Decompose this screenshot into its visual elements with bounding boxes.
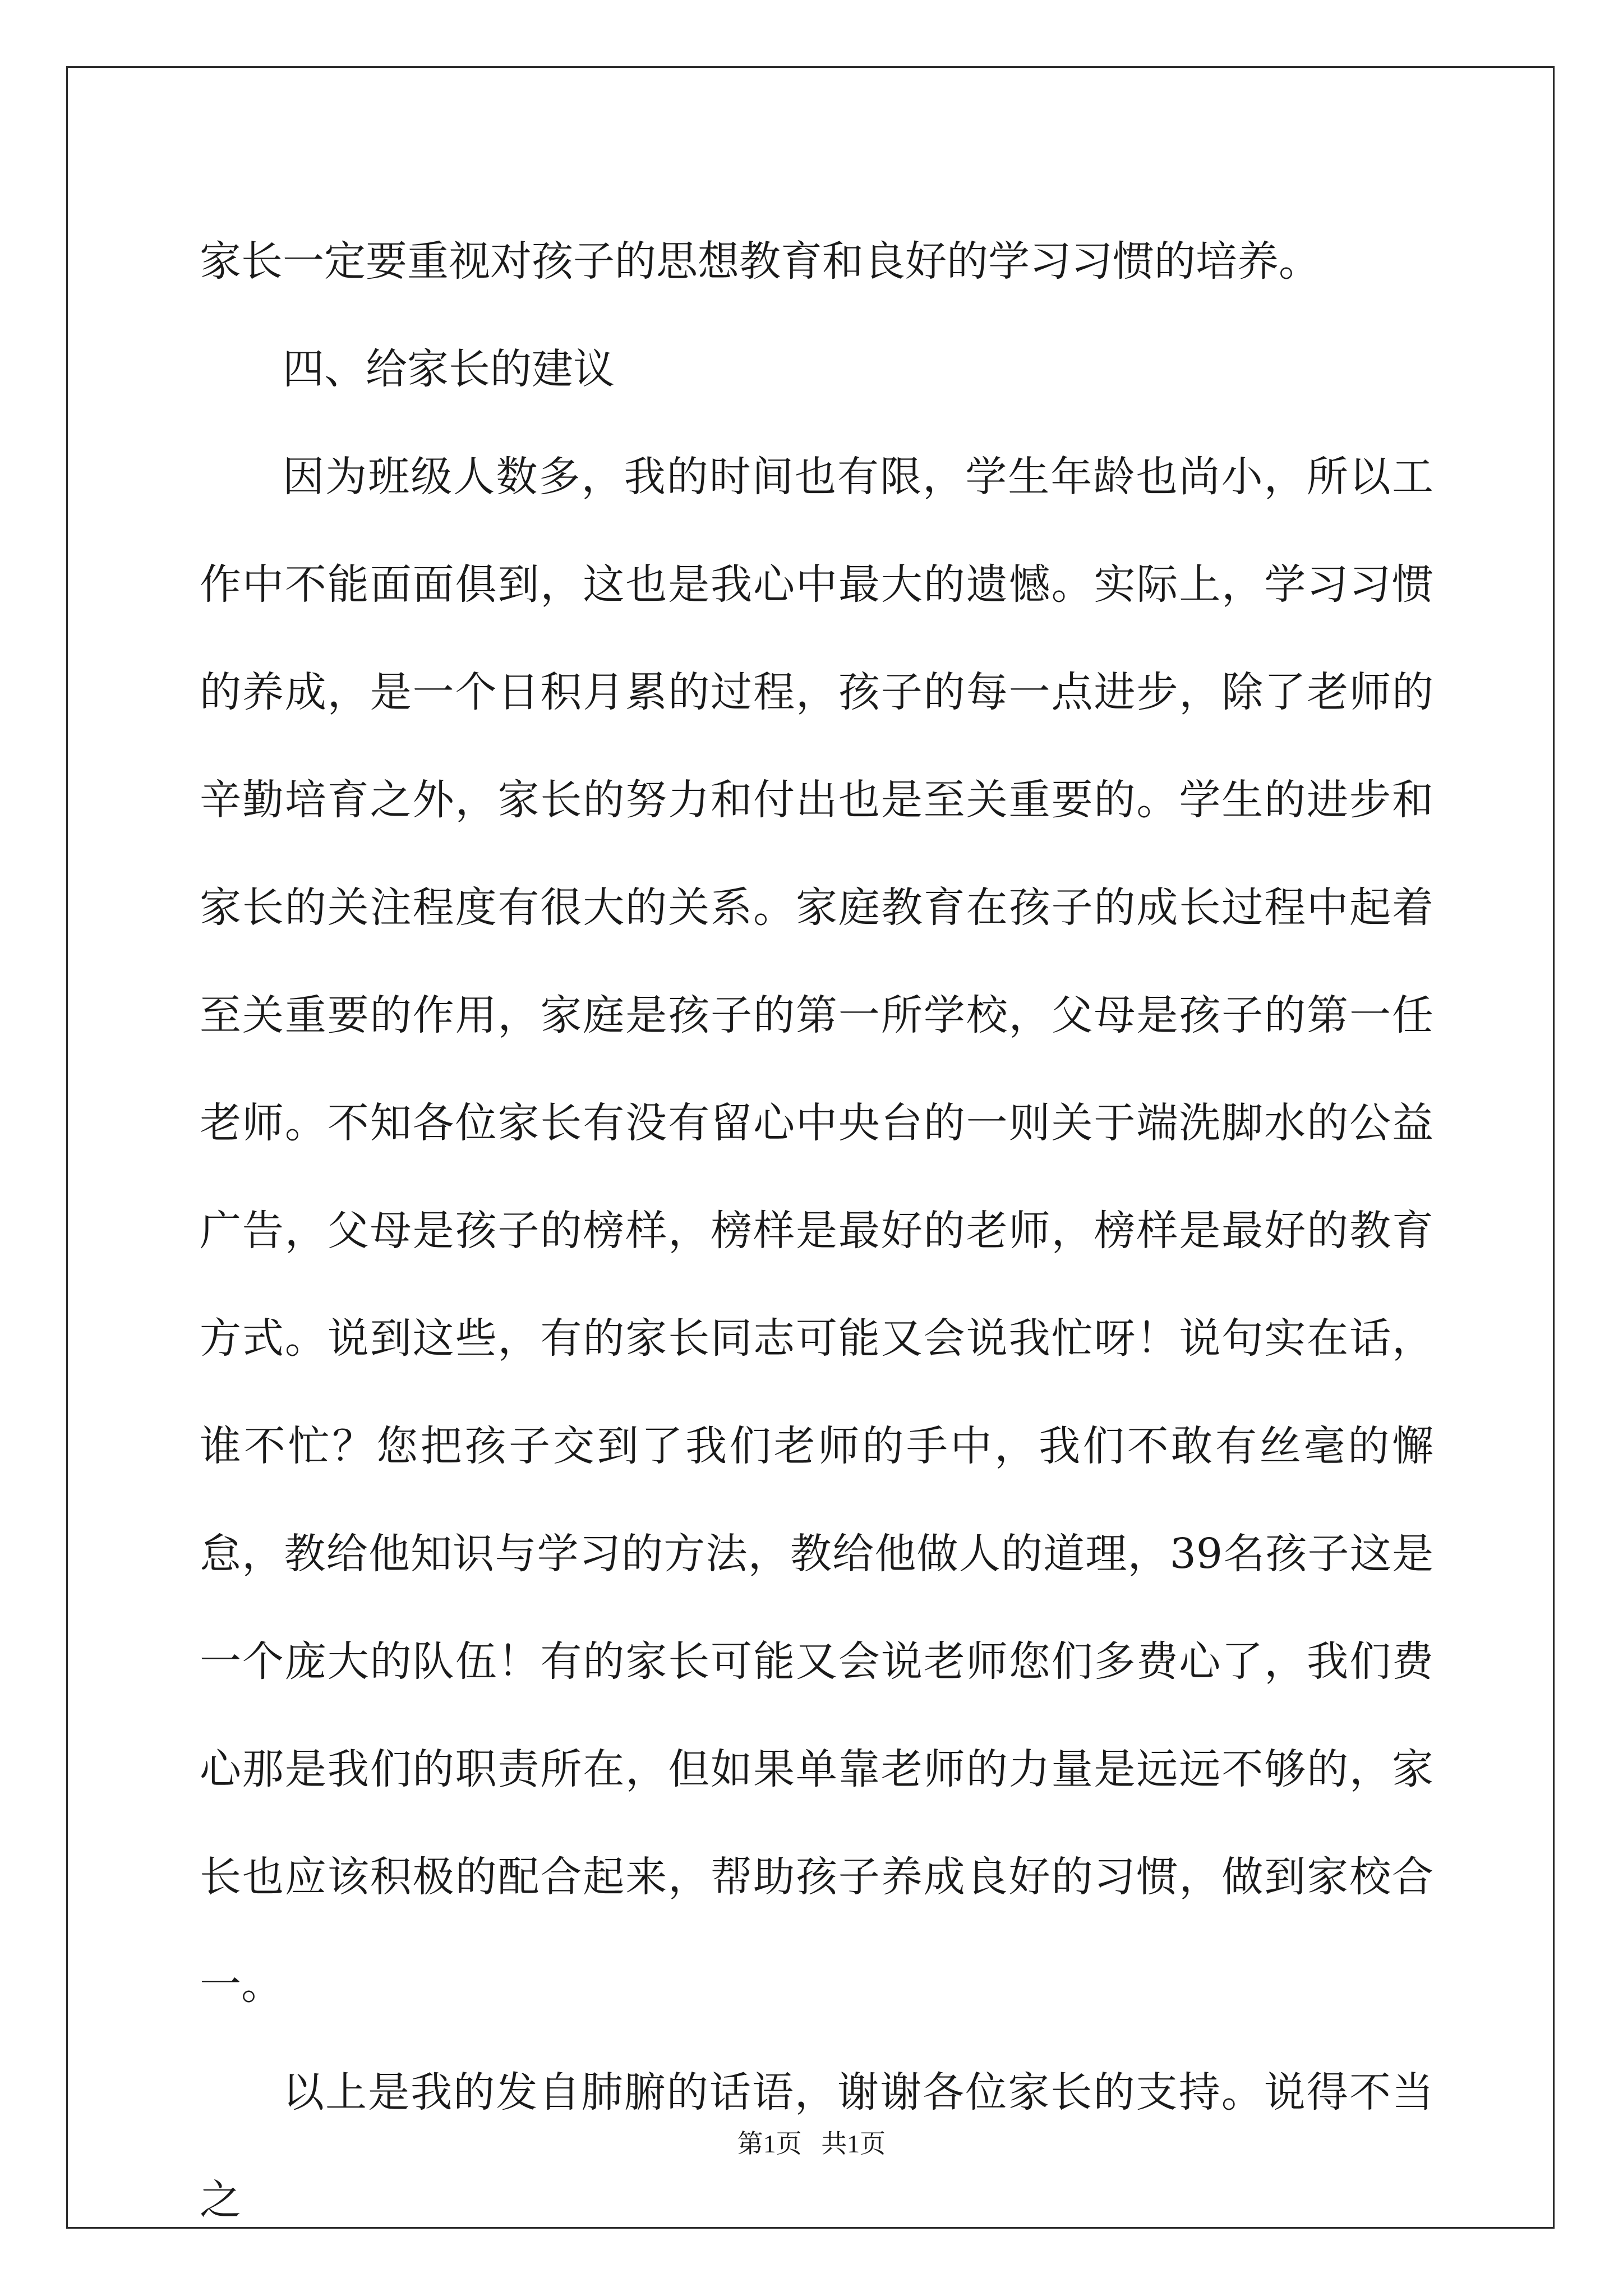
paragraph: 因为班级人数多，我的时间也有限，学生年龄也尚小，所以工作中不能面面俱到，这也是我心中最大的遗憾。实际上，学习习惯的养成，是一个日积月累的过程，孩子的每一点进步，除了老师的辛勤培育之外，家长的努力和付出也是至关重要的。学生的进步和家长的关注程度有很大的关系。家庭教育在孩子的成长过程中起着至关重要的作用，家庭是孩子的第一所学校，父母是孩子的第一任老师。不知各位家长有没有留心中央台的一则关于端洗脚水的公益广告，父母是孩子的榜样，榜样是最好的老师，榜样是最好的教育方式。说到这些，有的家长同志可能又会说我忙呀！说句实在话，谁不忙？您把孩子交到了我们老师的手中，我们不敢有丝毫的懈怠，教给他知识与学习的方法，教给他做人的道理，39名孩子这是一个庞大的队伍！有的家长可能又会说老师您们多费心了，我们费心那是我们的职责所在，但如果单靠老师的力量是远远不够的，家长也应该积极的配合起来，帮助孩子养成良好的习惯，做到家校合一。 [200,453,1433,2009]
paragraph: 以上是我的发自肺腑的话语，谢谢各位家长的支持。说得不当之 [200,2068,1433,2224]
page-footer [0,2123,1623,2160]
paragraph: 家长一定要重视对孩子的思想教育和良好的学习习惯的培养。 [200,237,1320,286]
page-total: 共1页 [821,2129,886,2158]
document-body [200,208,1433,2254]
page-number: 第1页 [737,2129,802,2158]
section-heading: 四、给家长的建议 [283,345,615,393]
